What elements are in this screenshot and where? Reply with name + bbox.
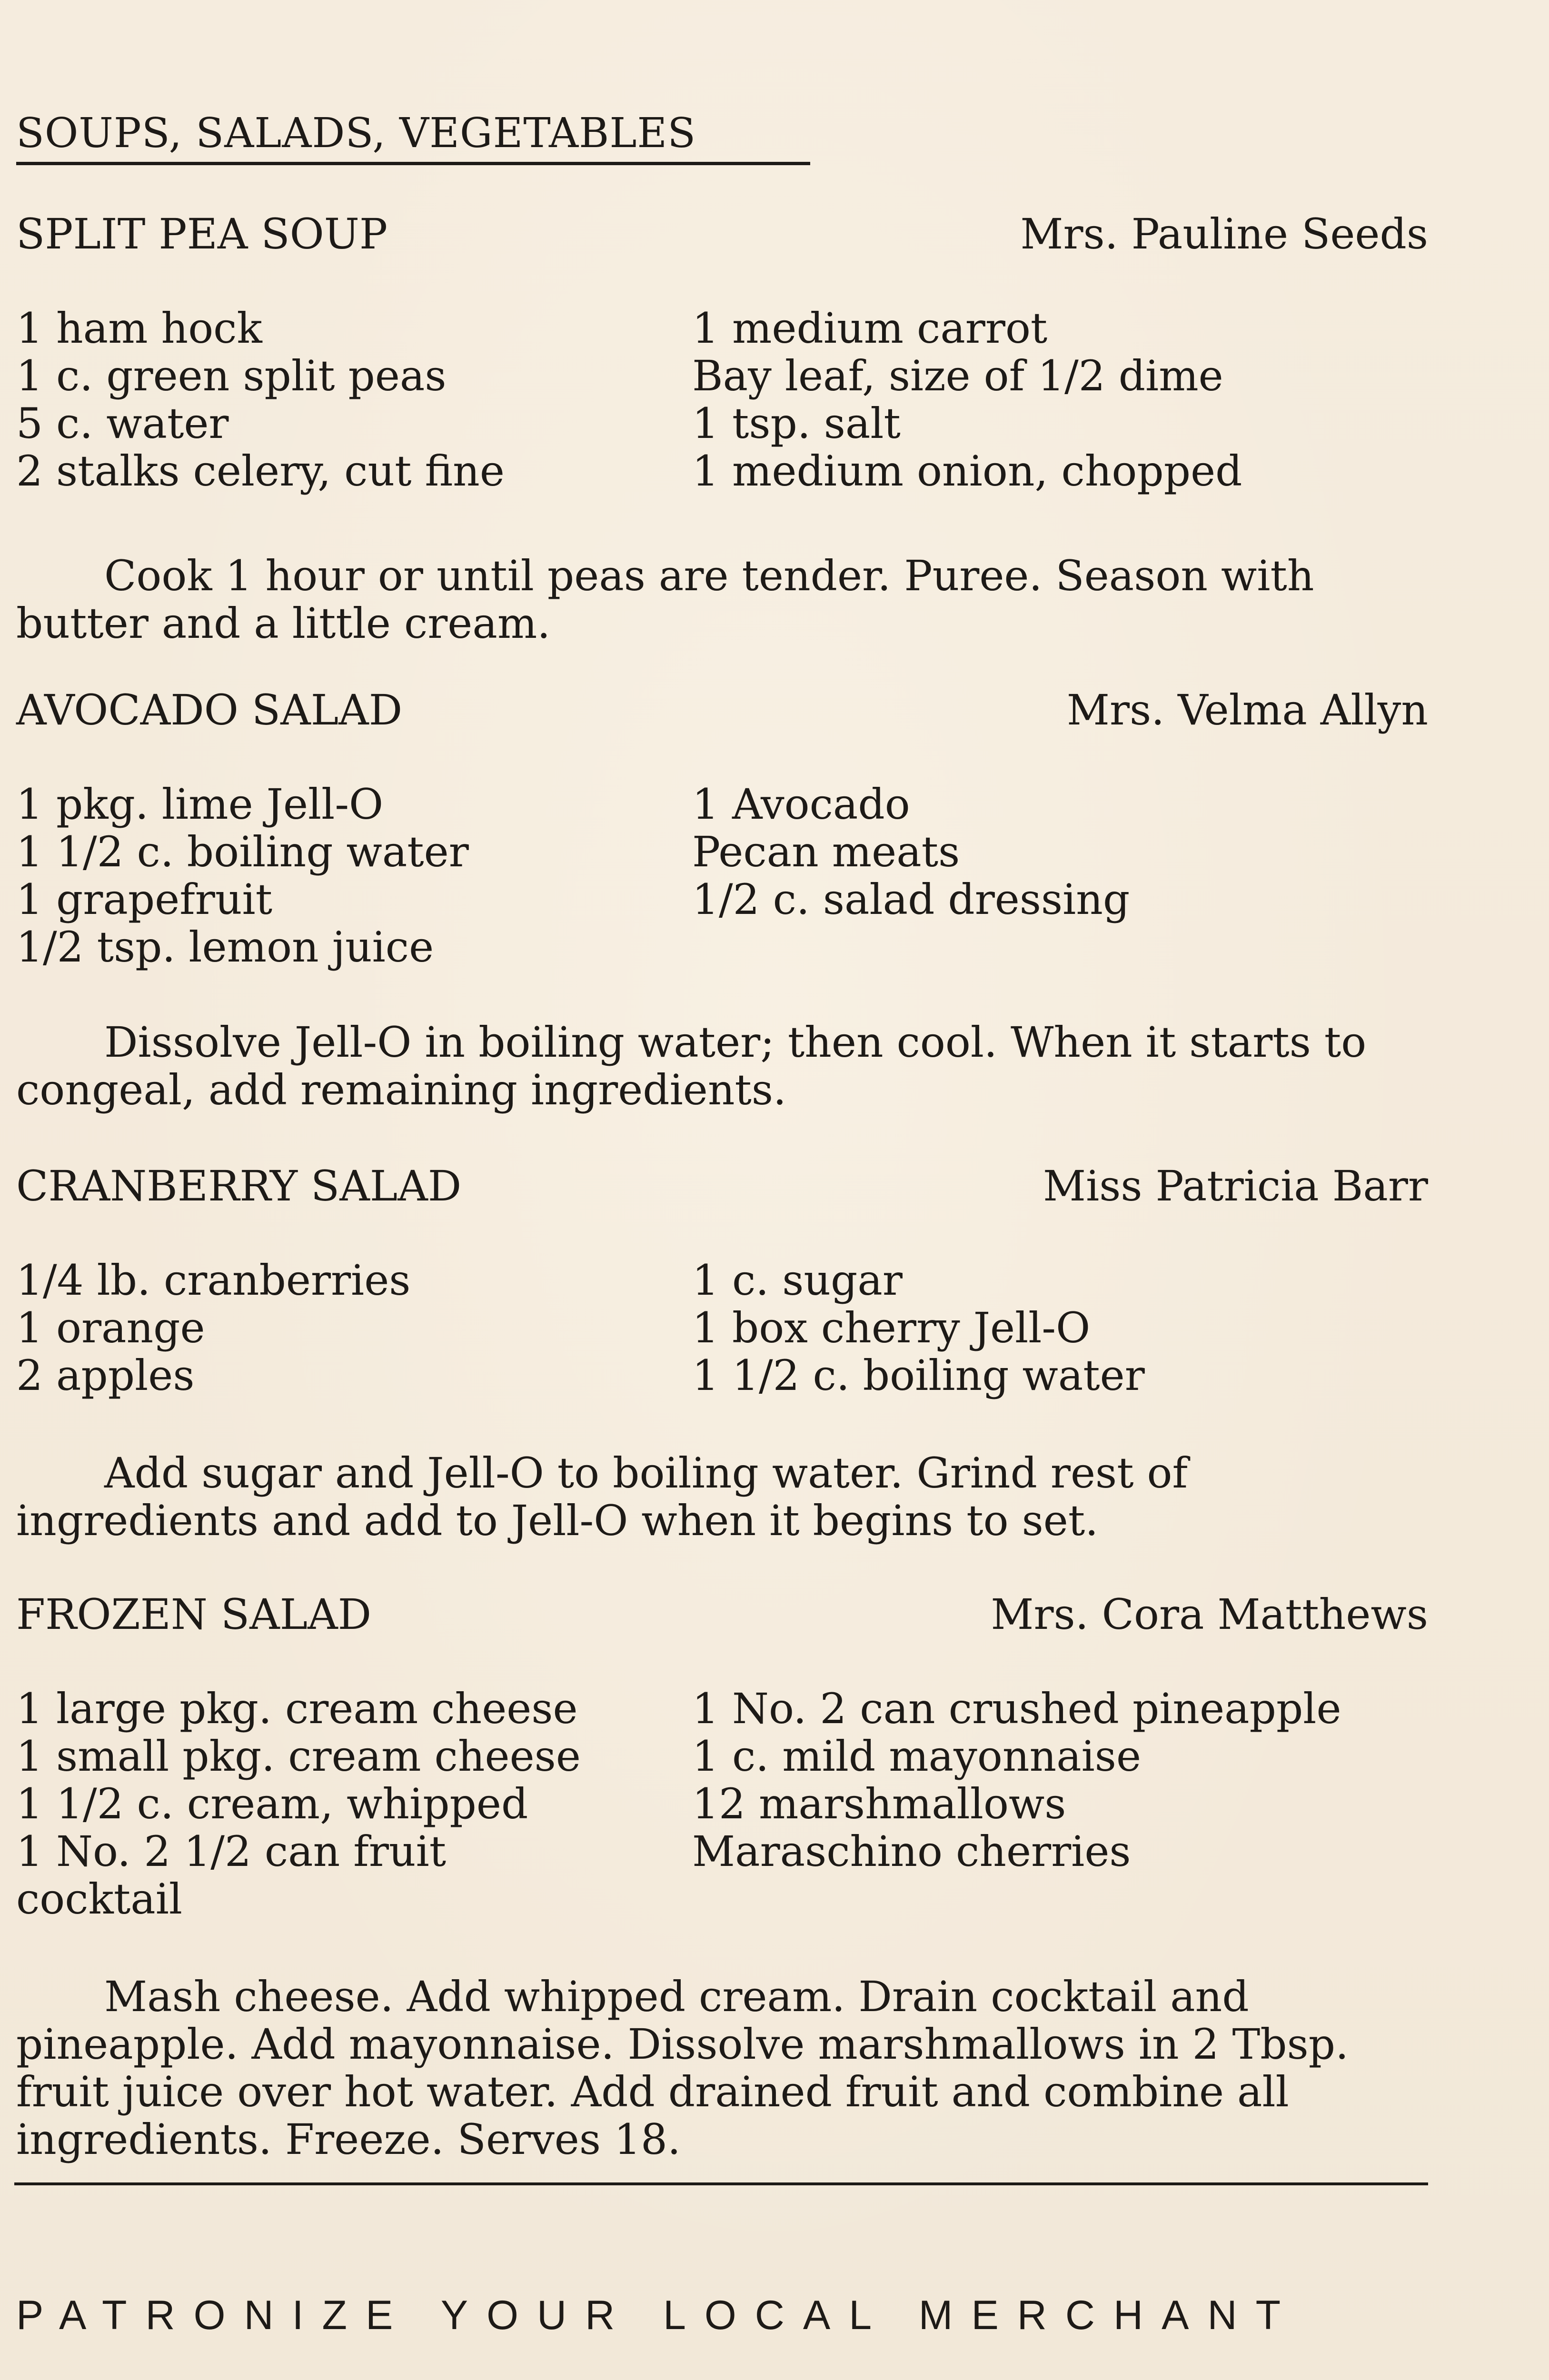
ingredient-item: Pecan meats bbox=[692, 827, 960, 876]
ingredient-item: 1 1/2 c. boiling water bbox=[16, 827, 469, 876]
ingredient-item: 1 tsp. salt bbox=[692, 399, 901, 448]
ingredient-list bbox=[16, 1257, 1428, 1399]
ingredient-item: 1 c. sugar bbox=[692, 1256, 903, 1305]
ingredient-item: 1 c. mild mayonnaise bbox=[692, 1732, 1142, 1781]
recipe-author: Miss Patricia Barr bbox=[1043, 1161, 1428, 1210]
recipe-header bbox=[16, 1590, 1428, 1642]
ingredient-item: 1 small pkg. cream cheese bbox=[16, 1732, 581, 1781]
ingredient-item: 1 box cherry Jell-O bbox=[692, 1303, 1091, 1352]
ingredient-item: 5 c. water bbox=[16, 399, 229, 448]
ingredient-item: 1 medium onion, chopped bbox=[692, 446, 1242, 496]
ingredient-column-right bbox=[692, 1257, 1435, 1399]
ingredient-list bbox=[16, 305, 1428, 495]
recipe-directions: Dissolve Jell-O in boiling water; then cool. When it starts to congeal, add remaining ingredients. bbox=[16, 1018, 1367, 1114]
recipe-author: Mrs. Velma Allyn bbox=[1066, 685, 1428, 734]
recipe-avocado-salad bbox=[16, 685, 1428, 1114]
recipes-end-rule bbox=[14, 2182, 1428, 2185]
ingredient-column-right bbox=[692, 781, 1435, 923]
ingredient-column-left bbox=[16, 1257, 683, 1399]
ingredient-item: 2 stalks celery, cut fine bbox=[16, 446, 505, 496]
recipe-author: Mrs. Pauline Seeds bbox=[1020, 209, 1428, 258]
recipe-title: FROZEN SALAD bbox=[16, 1590, 372, 1639]
section-title-underline bbox=[16, 162, 810, 165]
ingredient-column-right bbox=[692, 1685, 1435, 1875]
recipe-header bbox=[16, 1161, 1428, 1214]
recipe-header bbox=[16, 209, 1428, 262]
ingredient-item: 1 medium carrot bbox=[692, 304, 1048, 353]
recipe-title: CRANBERRY SALAD bbox=[16, 1161, 462, 1210]
ingredient-item: Bay leaf, size of 1/2 dime bbox=[692, 351, 1223, 400]
ingredient-item: 1 ham hock bbox=[16, 304, 262, 353]
ingredient-column-left bbox=[16, 305, 683, 495]
ingredient-column-right bbox=[692, 305, 1435, 495]
ingredient-item: 1 1/2 c. cream, whipped bbox=[16, 1779, 528, 1828]
ingredient-list bbox=[16, 1685, 1428, 1923]
ingredient-item: 1 Avocado bbox=[692, 780, 910, 829]
ingredient-item: 1 orange bbox=[16, 1303, 205, 1352]
recipe-title: SPLIT PEA SOUP bbox=[16, 209, 388, 258]
ingredient-item: 1/4 lb. cranberries bbox=[16, 1256, 411, 1305]
recipe-author: Mrs. Cora Matthews bbox=[991, 1590, 1428, 1639]
ingredient-list bbox=[16, 781, 1428, 971]
ingredient-column-left bbox=[16, 781, 683, 971]
ingredient-item: 2 apples bbox=[16, 1351, 195, 1400]
recipe-frozen-salad bbox=[16, 1590, 1428, 2164]
footer-banner: PATRONIZE YOUR LOCAL MERCHANT bbox=[16, 2292, 1300, 2338]
recipe-title: AVOCADO SALAD bbox=[16, 685, 403, 734]
ingredient-item: Maraschino cherries bbox=[692, 1827, 1131, 1876]
recipe-header bbox=[16, 685, 1428, 738]
ingredient-item: 1 grapefruit bbox=[16, 875, 273, 924]
ingredient-item: 1/2 c. salad dressing bbox=[692, 875, 1130, 924]
ingredient-item: 12 marshmallows bbox=[692, 1779, 1066, 1828]
ingredient-item: 1 1/2 c. boiling water bbox=[692, 1351, 1145, 1400]
recipe-cranberry-salad bbox=[16, 1161, 1428, 1545]
ingredient-item: 1 No. 2 can crushed pineapple bbox=[692, 1684, 1341, 1733]
ingredient-item: 1 pkg. lime Jell-O bbox=[16, 780, 384, 829]
recipe-directions: Mash cheese. Add whipped cream. Drain cocktail and pineapple. Add mayonnaise. Dissolve marshmallows in 2 Tbsp. fruit juice over hot water. Add drained fruit and combine all ingredients. Freeze. Serves 18. bbox=[16, 1972, 1349, 2164]
recipe-directions: Add sugar and Jell-O to boiling water. Grind rest of ingredients and add to Jell-O when it begins to set. bbox=[16, 1448, 1188, 1545]
ingredient-item: 1 large pkg. cream cheese bbox=[16, 1684, 578, 1733]
ingredient-item: 1 c. green split peas bbox=[16, 351, 447, 400]
recipe-split-pea-soup bbox=[16, 209, 1428, 648]
recipe-directions: Cook 1 hour or until peas are tender. Puree. Season with butter and a little cream. bbox=[16, 551, 1314, 648]
ingredient-item: 1 No. 2 1/2 can fruit cocktail bbox=[16, 1827, 447, 1924]
ingredient-item: 1/2 tsp. lemon juice bbox=[16, 922, 434, 972]
ingredient-column-left bbox=[16, 1685, 673, 1923]
section-title: SOUPS, SALADS, VEGETABLES bbox=[16, 109, 696, 157]
